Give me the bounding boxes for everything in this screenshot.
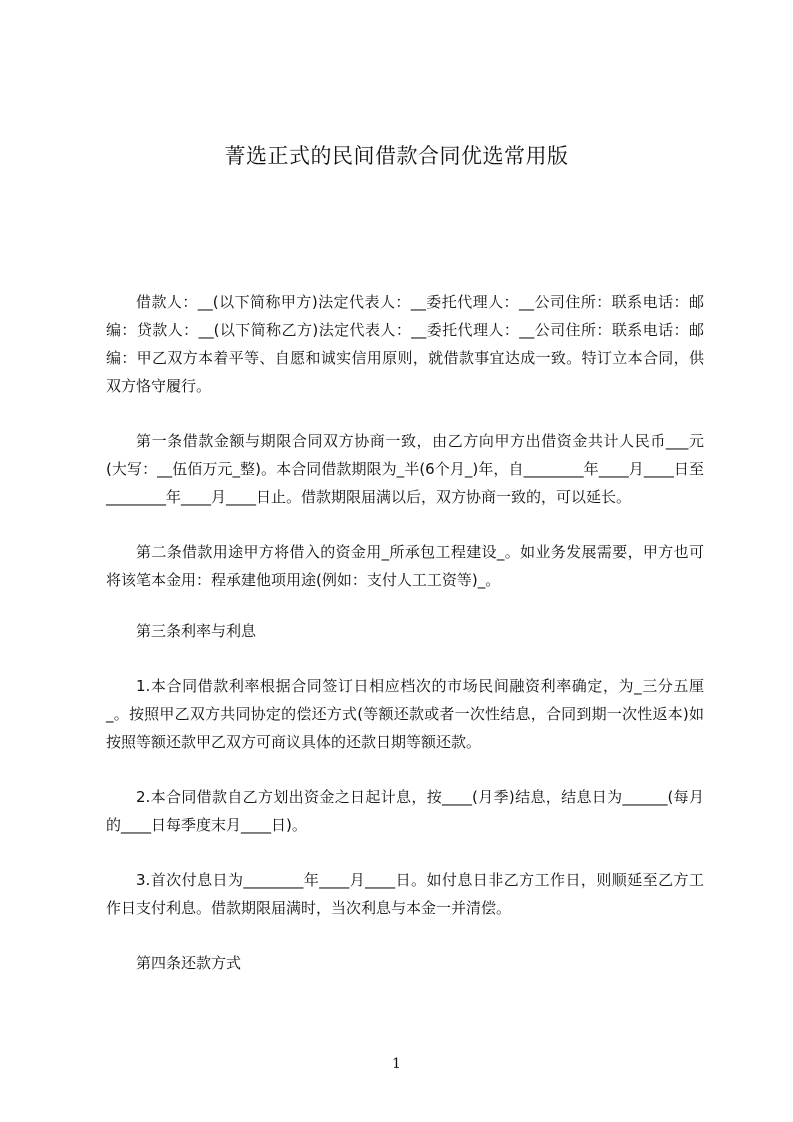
paragraph-article-3-item-3: 3.首次付息日为________年____月____日。如付息日非乙方工作日，则顺延至乙方工作日支付利息。借款期限届满时，当次利息与本金一并清偿。 [106,871,704,917]
paragraph-spacer [106,922,704,949]
paragraph-spacer [106,400,704,427]
paragraph-article-4-heading: 第四条还款方式 [136,954,242,972]
document-body [106,288,704,977]
paragraph-spacer [106,839,704,866]
paragraph-spacer [106,645,704,672]
page-number: 1 [392,1056,401,1072]
paragraph-parties: 借款人：__(以下简称甲方)法定代表人：__委托代理人：__公司住所：联系电话：邮编：贷款人：__(以下简称乙方)法定代表人：__委托代理人：__公司住所：联系电话：邮编：甲乙双方本着平等、自愿和诚实信用原则，就借款事宜达成一致。特订立本合同，供双方恪守履行。 [106,293,704,395]
paragraph-article-2: 第二条借款用途甲方将借入的资金用_所承包工程建设_。如业务发展需要，甲方也可将该笔本金用：程承建他项用途(例如：支付人工工资等)_。 [106,543,704,589]
paragraph-article-3-item-2: 2.本合同借款自乙方划出资金之日起计息，按____(月季)结息，结息日为______(每月的____日每季度末月____日)。 [106,788,704,834]
paragraph-spacer [106,594,704,617]
paragraph-spacer [106,511,704,538]
paragraph-article-3-item-1: 1.本合同借款利率根据合同签订日相应档次的市场民间融资利率确定，为_三分五厘_。按照甲乙双方共同协定的偿还方式(等额还款或者一次性结息，合同到期一次性返本)如按照等额还款甲乙双方可商议具体的还款日期等额还款。 [106,677,704,751]
document-title: 菁选正式的民间借款合同优选常用版 [224,144,569,168]
paragraph-article-1: 第一条借款金额与期限合同双方协商一致，由乙方向甲方出借资金共计人民币___元(大写：__伍佰万元_整)。本合同借款期限为_半(6个月_)年，自________年____月____日至________年____月____日止。借款期限届满以后，双方协商一致的，可以延长。 [106,432,704,506]
paragraph-spacer [106,756,704,783]
paragraph-article-3-heading: 第三条利率与利息 [136,622,257,640]
